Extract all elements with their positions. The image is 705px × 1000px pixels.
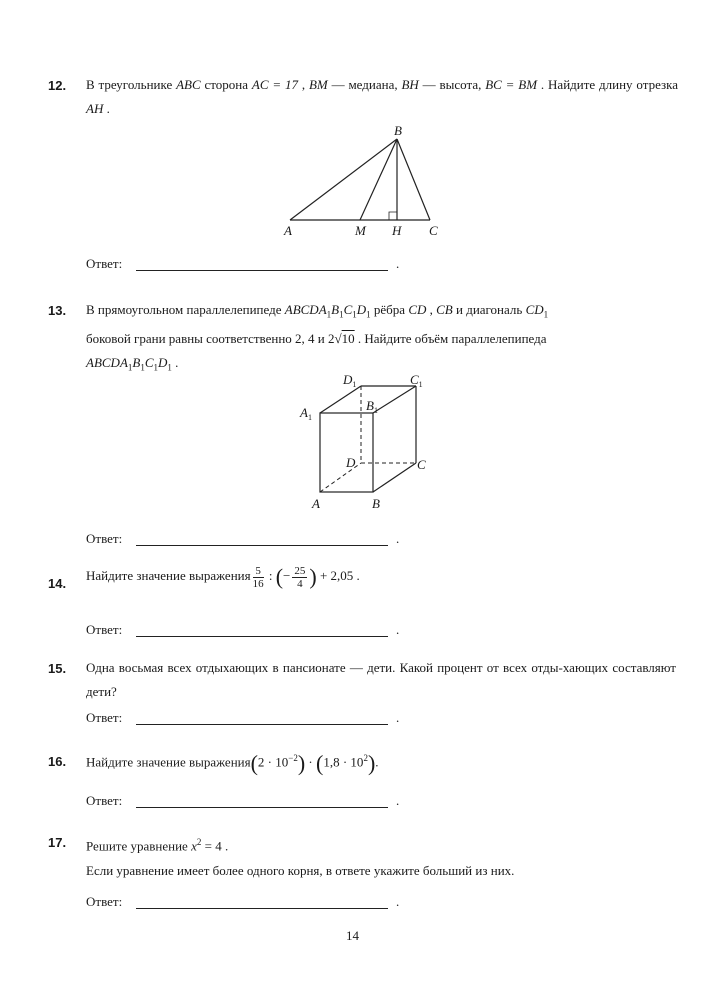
- answer-label: Ответ:: [86, 531, 123, 546]
- problem-number: 16.: [48, 754, 67, 769]
- fraction: $\frac{25}{4}$: [294, 564, 306, 590]
- answer-15: Ответ: .: [86, 710, 400, 725]
- vertex-label-a: A: [284, 223, 292, 238]
- problem-text: В прямоугольном параллелепипеде $ABCDA_1B_1C_1D_1$ рёбра CD , CB и диагональ $CD_1$ боковой грани равны соответственно 2, 4 и 2√10 . Найдите объём параллелепипеда $ABCDA_1B_1C_1D_1$ .: [86, 302, 549, 373]
- vertex-label-b1: $B_1$: [366, 398, 378, 415]
- vertex-label-h: H: [392, 223, 402, 238]
- vertex-label-m: M: [355, 223, 366, 238]
- fraction: $\frac{5}{16}$: [252, 564, 264, 590]
- answer-input-line[interactable]: [136, 545, 388, 546]
- answer-16: Ответ: .: [86, 793, 400, 808]
- vertex-label-c: C: [417, 457, 426, 472]
- problem-number: 17.: [48, 835, 67, 850]
- vertex-label-c: C: [429, 223, 438, 238]
- problem-text: Найдите значение выражения $\frac{5}{16}$ : (− $\frac{25}{4}$ ) + 2,05 .: [86, 564, 360, 590]
- triangle-figure: [270, 122, 460, 242]
- problem-number: 14.: [48, 576, 67, 591]
- vertex-label-b: B: [394, 123, 402, 138]
- answer-14: Ответ: .: [86, 622, 400, 637]
- answer-input-line[interactable]: [136, 724, 388, 725]
- answer-17: Ответ: .: [86, 894, 400, 909]
- problem-text: Найдите значение выражения(2 · $10^{-2}) \cdot (1,8 \cdot 10^2)$.: [86, 750, 379, 776]
- problem-note: Если уравнение имеет более одного корня, в ответе укажите больший из них.: [86, 863, 515, 878]
- problem-text: Одна восьмая всех отдыхающих в пансионате — дети. Какой процент от всех отды-хающих составляют дети?: [86, 660, 676, 699]
- answer-input-line[interactable]: [136, 636, 388, 637]
- vertex-label-b: B: [372, 496, 380, 511]
- answer-13: Ответ: .: [86, 531, 400, 546]
- vertex-label-a1: $A_1$: [300, 405, 312, 422]
- page-number: 14: [346, 928, 359, 943]
- problem-number: 15.: [48, 661, 67, 676]
- answer-input-line[interactable]: [136, 270, 388, 271]
- answer-input-line[interactable]: [136, 807, 388, 808]
- vertex-label-c1: $C_1$: [410, 372, 423, 389]
- problem-number: 12.: [48, 78, 67, 93]
- problem-text: В треугольнике ABC сторона AC = 17 , BM — медиана, BH — высота, BC = BM . Найдите длину отрезка AH .: [86, 77, 679, 116]
- vertex-label-a: A: [312, 496, 320, 511]
- vertex-label-d: D: [346, 455, 356, 470]
- answer-input-line[interactable]: [136, 908, 388, 909]
- answer-12: Ответ: .: [86, 256, 400, 271]
- answer-label: Ответ:: [86, 622, 123, 637]
- parallelepiped-figure: [296, 370, 446, 515]
- problem-number: 13.: [48, 303, 67, 318]
- answer-label: Ответ:: [86, 894, 123, 909]
- answer-label: Ответ:: [86, 710, 123, 725]
- answer-label: Ответ:: [86, 793, 123, 808]
- vertex-label-d1: $D_1$: [343, 372, 357, 389]
- problem-text: Решите уравнение $x^2 = 4$ .: [86, 837, 229, 854]
- answer-label: Ответ:: [86, 256, 123, 271]
